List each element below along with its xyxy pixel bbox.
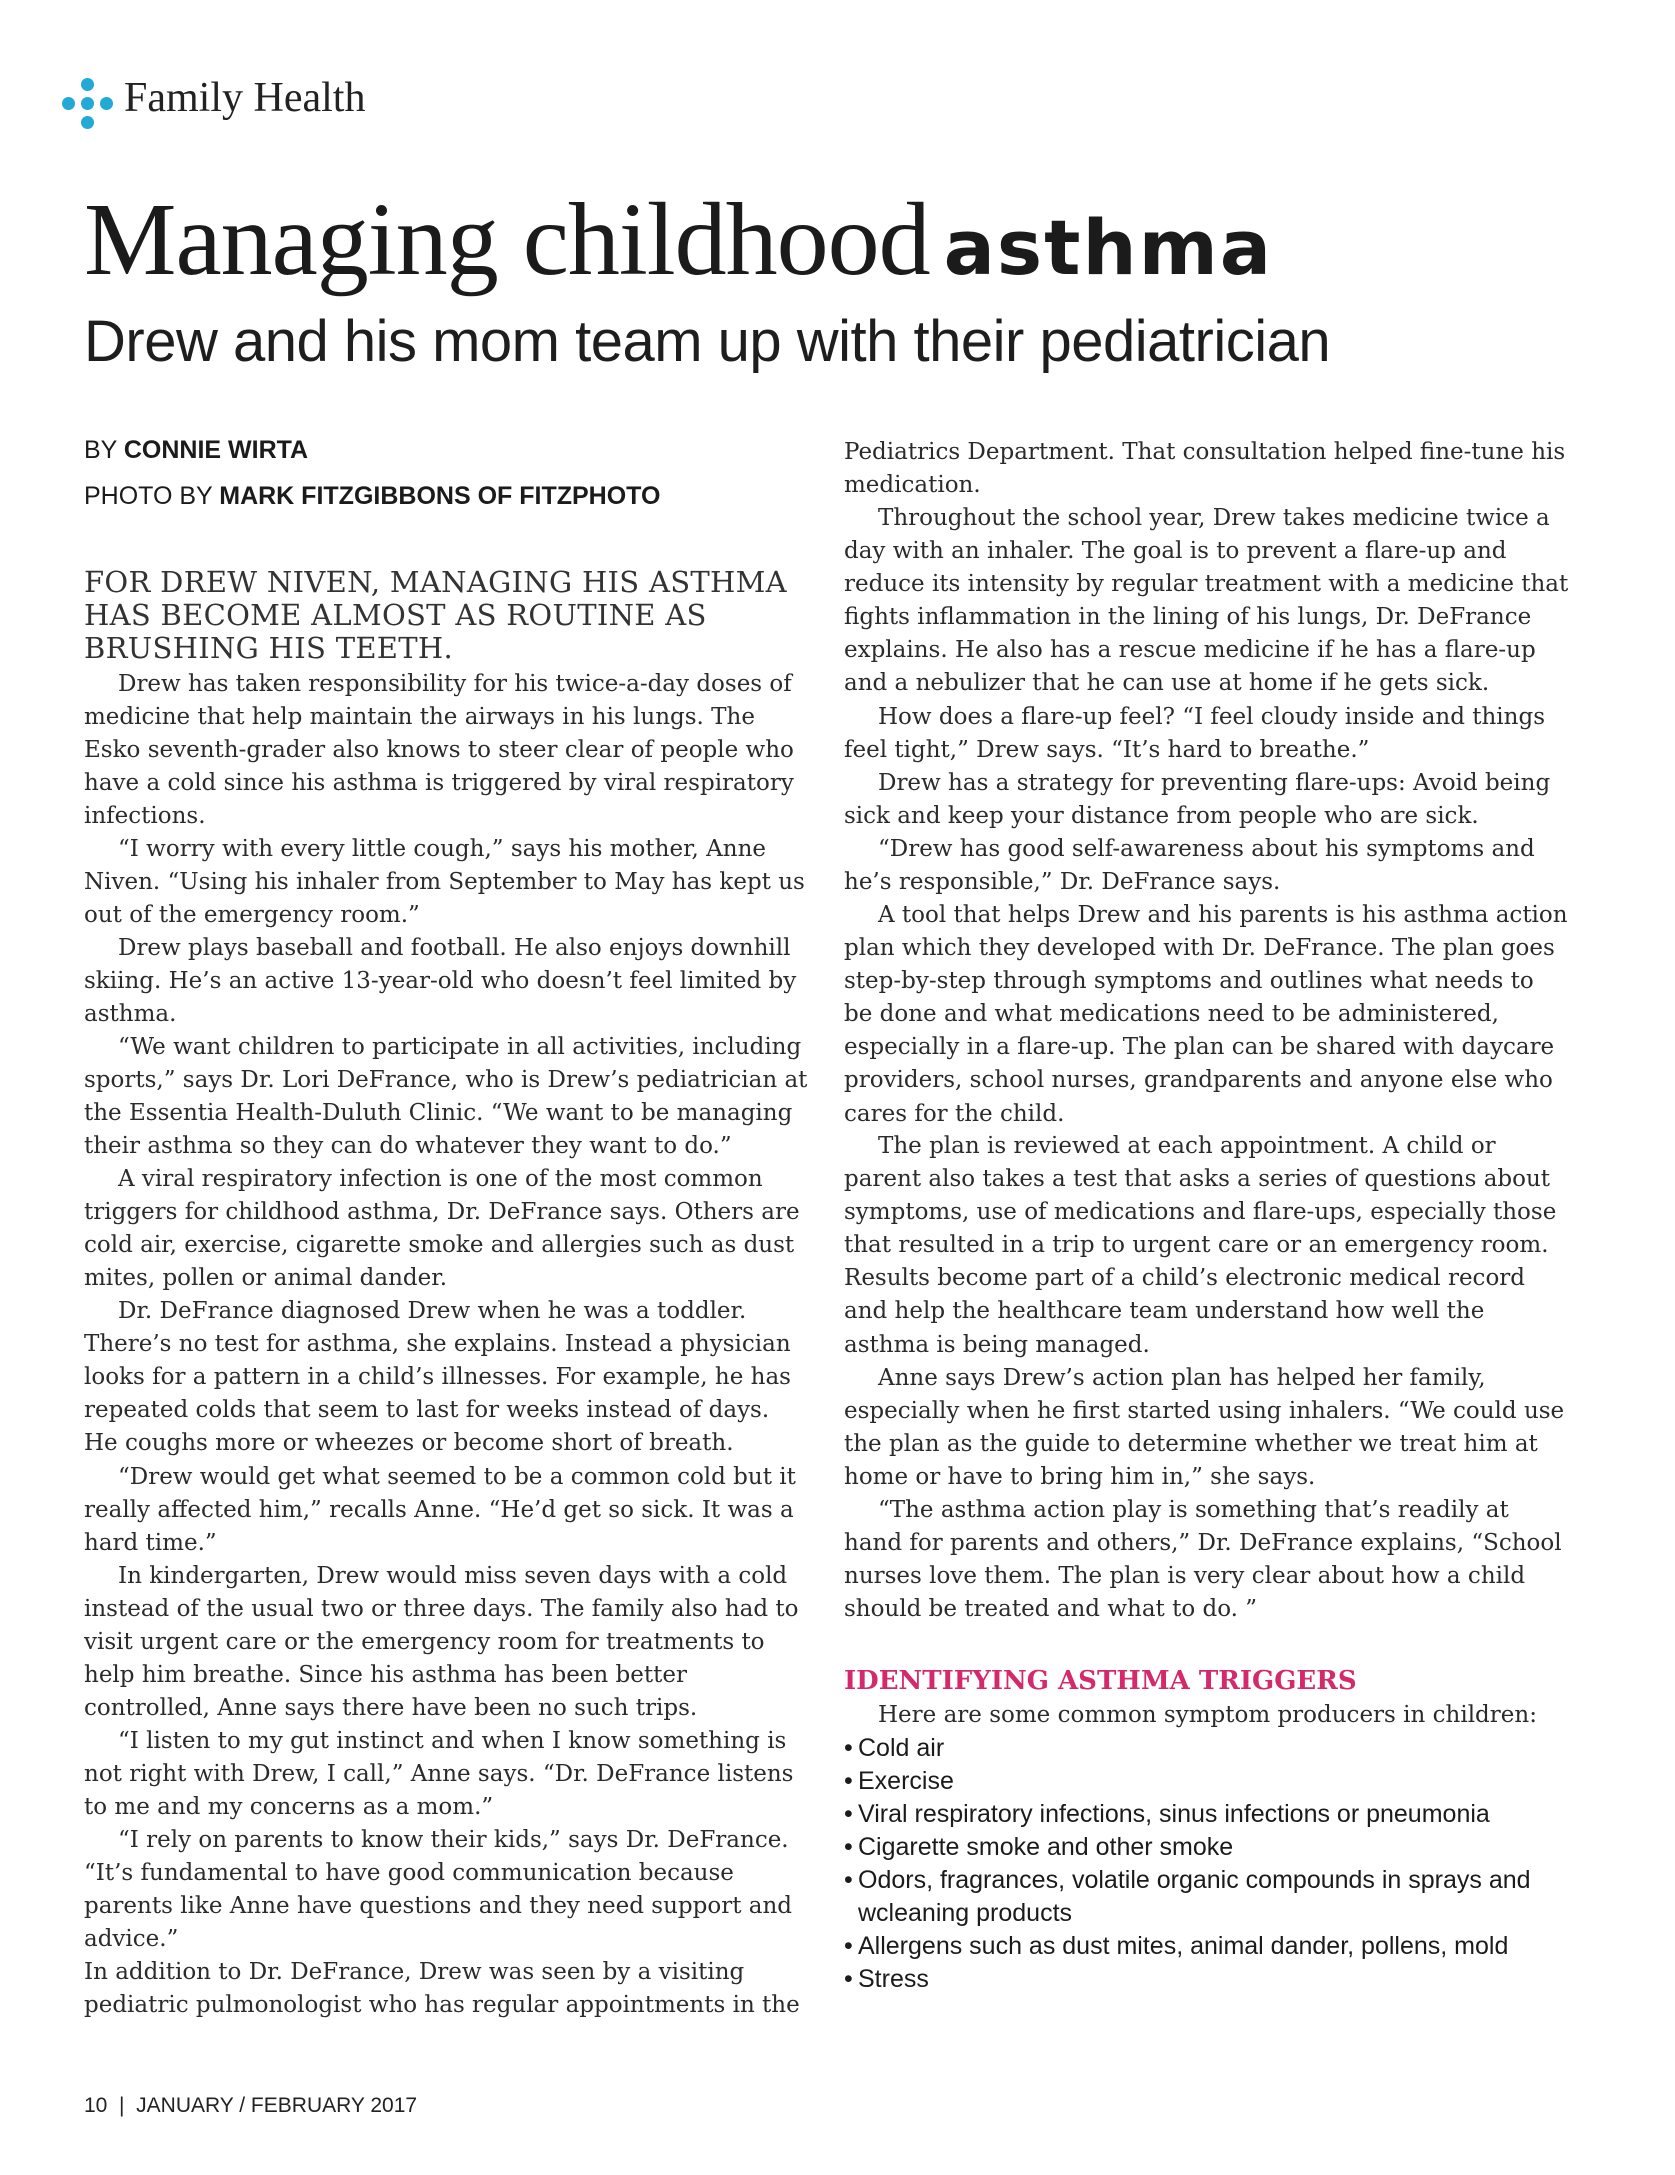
paragraph: “Drew has good self-awareness about his symptoms and he’s responsible,” Dr. DeFrance says. — [844, 836, 1535, 896]
author-byline — [84, 436, 308, 465]
paragraph: “I worry with every little cough,” says his mother, Anne Niven. “Using his inhaler from September to May has kept us out of the emergency room.” — [84, 836, 805, 929]
photographer-name: MARK FITZGIBBONS OF FITZPHOTO — [219, 482, 661, 510]
paragraph: “Drew would get what seemed to be a common cold but it really affected him,” recalls Anne. “He’d get so sick. It was a hard time.” — [84, 1464, 796, 1557]
lede: FOR DREW NIVEN, MANAGING HIS ASTHMA HAS BECOME ALMOST AS ROUTINE AS BRUSHING HIS TEETH. — [84, 565, 787, 665]
title-accent: asthma — [943, 203, 1274, 292]
paragraph: Drew plays baseball and football. He also enjoys downhill skiing. He’s an active 13-year-old who doesn’t feel limited by asthma. — [84, 935, 797, 1028]
article-title — [84, 180, 1273, 299]
paragraph: Throughout the school year, Drew takes medicine twice a day with an inhaler. The goal is to prevent a flare-up and reduce its intensity by regular treatment with a medicine that fights inflammation in the lining of his lungs, Dr. DeFrance explains. He also has a rescue medicine if he has a flare-up and a nebulizer that he can use at home if he gets sick. — [844, 505, 1569, 697]
title-main: Managing childhood — [84, 182, 930, 297]
footer-separator: | — [119, 2094, 125, 2117]
paragraph: In kindergarten, Drew would miss seven days with a cold instead of the usual two or three days. The family also had to visit urgent care or the emergency room for treatments to help him breathe. Since his asthma has been better controlled, Anne says there have been no such trips. — [84, 1563, 799, 1722]
paragraph: Drew has a strategy for preventing flare-ups: Avoid being sick and keep your distance from people who are sick. — [844, 770, 1551, 830]
paragraph: The plan is reviewed at each appointment. A child or parent also takes a test that asks a series of questions about symptoms, use of medications and flare-ups, especially those that resulted in a trip to urgent care or an emergency room. Results become part of a child’s electronic medical record and help the healthcare team understand how well the asthma is being managed. — [844, 1133, 1557, 1358]
list-item: • Stress — [844, 1963, 1569, 1996]
list-item: • Viral respiratory infections, sinus infections or pneumonia — [844, 1798, 1569, 1831]
triggers-list — [844, 1732, 1569, 1996]
paragraph: “We want children to participate in all activities, including sports,” says Dr. Lori DeFrance, who is Drew’s pediatrician at the Essentia Health-Duluth Clinic. “We want to be managing their asthma so they can do whatever they want to do.” — [84, 1034, 808, 1160]
sidebar-intro: Here are some common symptom producers in children: — [878, 1702, 1537, 1728]
list-item: • Cigarette smoke and other smoke — [844, 1831, 1569, 1864]
paragraph: In addition to Dr. DeFrance, Drew was seen by a visiting pediatric pulmonologist who has regular appointments in the — [84, 1959, 800, 2019]
paragraph: “I listen to my gut instinct and when I know something is not right with Drew, I call,” Anne says. “Dr. DeFrance listens to me and my concerns as a mom.” — [84, 1728, 794, 1821]
list-item: • Cold air — [844, 1732, 1569, 1765]
section-name: Family Health — [124, 75, 366, 121]
paragraph: “I rely on parents to know their kids,” says Dr. DeFrance. “It’s fundamental to have good communication because parents like Anne have questions and they need support and advice.” — [84, 1827, 793, 1953]
paragraph: Anne says Drew’s action plan has helped her family, especially when he first started using inhalers. “We could use the plan as the guide to determine whether we treat him at home or have to bring him in,” she says. — [844, 1365, 1565, 1491]
page-number: 10 — [84, 2094, 108, 2117]
paragraph: “The asthma action play is something that’s readily at hand for parents and others,” Dr. DeFrance explains, “School nurses love them. The plan is very clear about how a child should be treated and what to do. ” — [844, 1497, 1562, 1623]
plus-dots-logo-icon — [62, 78, 114, 130]
photo-credit — [84, 482, 660, 511]
paragraph: Drew has taken responsibility for his twice-a-day doses of medicine that help maintain the airways in his lungs. The Esko seventh-grader also knows to steer clear of people who have a cold since his asthma is triggered by viral respiratory infections. — [84, 671, 794, 830]
author-name: CONNIE WIRTA — [123, 436, 309, 464]
paragraph: Pediatrics Department. That consultation helped fine-tune his medication. — [844, 439, 1566, 499]
paragraph: Dr. DeFrance diagnosed Drew when he was a toddler. There’s no test for asthma, she explains. Instead a physician looks for a pattern in a child’s illnesses. For example, he has repeated colds that seem to last for weeks instead of days. He coughs more or wheezes or become short of breath. — [84, 1298, 791, 1457]
issue-date: JANUARY / FEBRUARY 2017 — [136, 2094, 418, 2117]
by-label: BY — [84, 436, 117, 464]
paragraph: A tool that helps Drew and his parents is his asthma action plan which they developed with Dr. DeFrance. The plan goes step-by-step through symptoms and outlines what needs to be done and what medications need to be administered, especially in a flare-up. The plan can be shared with daycare providers, school nurses, grandparents and anyone else who cares for the child. — [844, 902, 1568, 1127]
paragraph: A viral respiratory infection is one of the most common triggers for childhood asthma, Dr. DeFrance says. Others are cold air, exercise, cigarette smoke and allergies such as dust mites, pollen or animal dander. — [84, 1166, 800, 1292]
list-item: • Exercise — [844, 1765, 1569, 1798]
sidebar-heading: IDENTIFYING ASTHMA TRIGGERS — [844, 1666, 1357, 1696]
article-subtitle: Drew and his mom team up with their pediatrician — [84, 309, 1331, 374]
paragraph: How does a flare-up feel? “I feel cloudy inside and things feel tight,” Drew says. “It’s hard to breathe.” — [844, 704, 1545, 764]
page-footer — [84, 2094, 417, 2118]
list-item: • Allergens such as dust mites, animal dander, pollens, mold — [844, 1930, 1569, 1963]
list-item: • Odors, fragrances, volatile organic compounds in sprays and wcleaning products — [844, 1864, 1569, 1930]
photo-label: PHOTO BY — [84, 482, 213, 510]
